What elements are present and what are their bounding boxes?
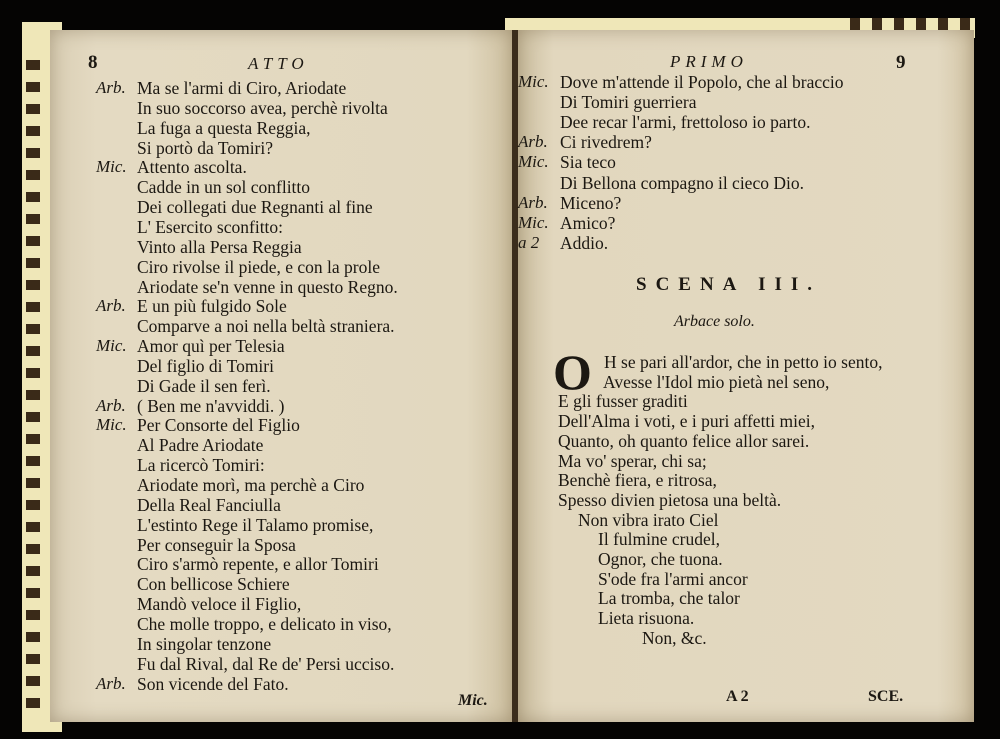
- aria-line: Il fulmine crudel,: [598, 529, 720, 550]
- catchword-right: SCE.: [868, 688, 904, 705]
- verse-line: Cadde in un sol conflitto: [137, 177, 311, 198]
- verse-line: Miceno?: [560, 192, 622, 213]
- verse-line: Del figlio di Tomiri: [137, 355, 274, 376]
- verse-line: Son vicende del Fato.: [137, 673, 289, 694]
- speaker-label: Arb.: [518, 132, 548, 152]
- verse-line: Di Bellona compagno il cieco Dio.: [560, 172, 804, 193]
- aria-line: S'ode fra l'armi ancor: [598, 568, 748, 589]
- verse-line: Mandò veloce il Figlio,: [137, 594, 302, 615]
- verse-line: Dove m'attende il Popolo, che al braccio: [560, 72, 844, 92]
- verse-line: Per conseguir la Sposa: [137, 534, 296, 555]
- speaker-label: Mic.: [96, 336, 127, 356]
- verse-line: L' Esercito sconfitto:: [137, 216, 284, 237]
- speaker-label: Mic.: [518, 152, 549, 172]
- verse-line: Comparve a noi nella beltà straniera.: [137, 316, 395, 337]
- aria-line: Non, &c.: [642, 627, 707, 648]
- page-number-left: 8: [88, 52, 98, 73]
- verse-line: In singolar tenzone: [137, 633, 272, 654]
- aria-line: Non vibra irato Ciel: [578, 509, 719, 530]
- verse-line: Ariodate morì, ma perchè a Ciro: [137, 475, 365, 495]
- verse-line: ( Ben me n'avviddi. ): [137, 395, 285, 416]
- verse-line: Addio.: [560, 232, 609, 253]
- verse-line: Ariodate se'n venne in questo Regno.: [137, 276, 398, 297]
- aria-line: Quanto, oh quanto felice allor sarei.: [558, 430, 810, 451]
- verse-line: Si portò da Tomiri?: [137, 137, 274, 158]
- speaker-label: a 2: [518, 232, 540, 252]
- verse-line: Dee recar l'armi, frettoloso io parto.: [560, 112, 811, 133]
- verse-line: Con bellicose Schiere: [137, 574, 290, 595]
- verse-line: Amor quì per Telesia: [137, 336, 285, 357]
- scene-subtitle: Arbace solo.: [674, 313, 755, 330]
- verse-line: Ciro rivolse il piede, e con la prole: [137, 256, 380, 277]
- verse-line: L'estinto Rege il Talamo promise,: [137, 514, 374, 535]
- decorative-border-left: [26, 60, 40, 720]
- speaker-label: Arb.: [96, 296, 126, 316]
- aria-line: H se pari all'ardor, che in petto io sento,: [604, 352, 883, 372]
- verse-line: La fuga a questa Reggia,: [137, 117, 311, 138]
- aria-line: Ma vo' sperar, chi sa;: [558, 450, 707, 471]
- verse-line: Attento ascolta.: [137, 157, 247, 178]
- aria-line: La tromba, che talor: [598, 588, 740, 609]
- speaker-label: Mic.: [518, 72, 549, 91]
- aria-line: Dell'Alma i voti, e i puri affetti miei,: [558, 411, 816, 432]
- aria-line: Avesse l'Idol mio pietà nel seno,: [603, 371, 830, 392]
- aria-line: Ognor, che tuona.: [598, 549, 723, 569]
- aria-line: Benchè fiera, e ritrosa,: [558, 470, 717, 491]
- scene-title: SCENA III.: [636, 274, 822, 295]
- decorative-border-top: [850, 18, 975, 30]
- catchword-left: Mic.: [458, 692, 488, 709]
- aria-line: Lieta risuona.: [598, 608, 695, 629]
- aria-line: Spesso divien pietosa una beltà.: [558, 489, 782, 510]
- drop-cap: O: [553, 344, 592, 400]
- verse-line: Della Real Fanciulla: [137, 494, 281, 515]
- verse-line: Di Tomiri guerriera: [560, 92, 697, 113]
- verse-line: Di Gade il sen ferì.: [137, 375, 271, 396]
- verse-line: Ciro s'armò repente, e allor Tomiri: [137, 554, 379, 575]
- page-number-right: 9: [896, 52, 906, 73]
- speaker-label: Mic.: [96, 415, 127, 435]
- speaker-label: Arb.: [96, 673, 126, 693]
- verse-line: La ricercò Tomiri:: [137, 455, 265, 476]
- verse-line: Sia teco: [560, 152, 616, 173]
- verse-line: Che molle troppo, e delicato in viso,: [137, 613, 392, 634]
- verse-line: Amico?: [560, 212, 616, 233]
- verse-line: Vinto alla Persa Reggia: [137, 236, 302, 257]
- aria-line: E gli fusser graditi: [558, 391, 688, 412]
- verse-line: In suo soccorso avea, perchè rivolta: [137, 97, 388, 118]
- speaker-label: Arb.: [518, 192, 548, 212]
- verse-line: Al Padre Ariodate: [137, 435, 264, 456]
- speaker-label: Arb.: [96, 395, 126, 415]
- verse-line: Per Consorte del Figlio: [137, 415, 300, 436]
- speaker-label: Arb.: [96, 78, 126, 97]
- running-head-left: ATTO: [248, 54, 309, 73]
- verse-line: Dei collegati due Regnanti al fine: [137, 197, 373, 218]
- running-head-right: PRIMO: [670, 52, 748, 71]
- speaker-label: Mic.: [96, 157, 127, 177]
- verse-line: E un più fulgido Sole: [137, 296, 287, 317]
- speaker-label: Mic.: [518, 212, 549, 232]
- verse-line: Ci rivedrem?: [560, 132, 652, 153]
- verse-line: Ma se l'armi di Ciro, Ariodate: [137, 78, 347, 98]
- verse-line: Fu dal Rival, dal Re de' Persi ucciso.: [137, 653, 395, 674]
- signature-mark: A 2: [726, 688, 749, 705]
